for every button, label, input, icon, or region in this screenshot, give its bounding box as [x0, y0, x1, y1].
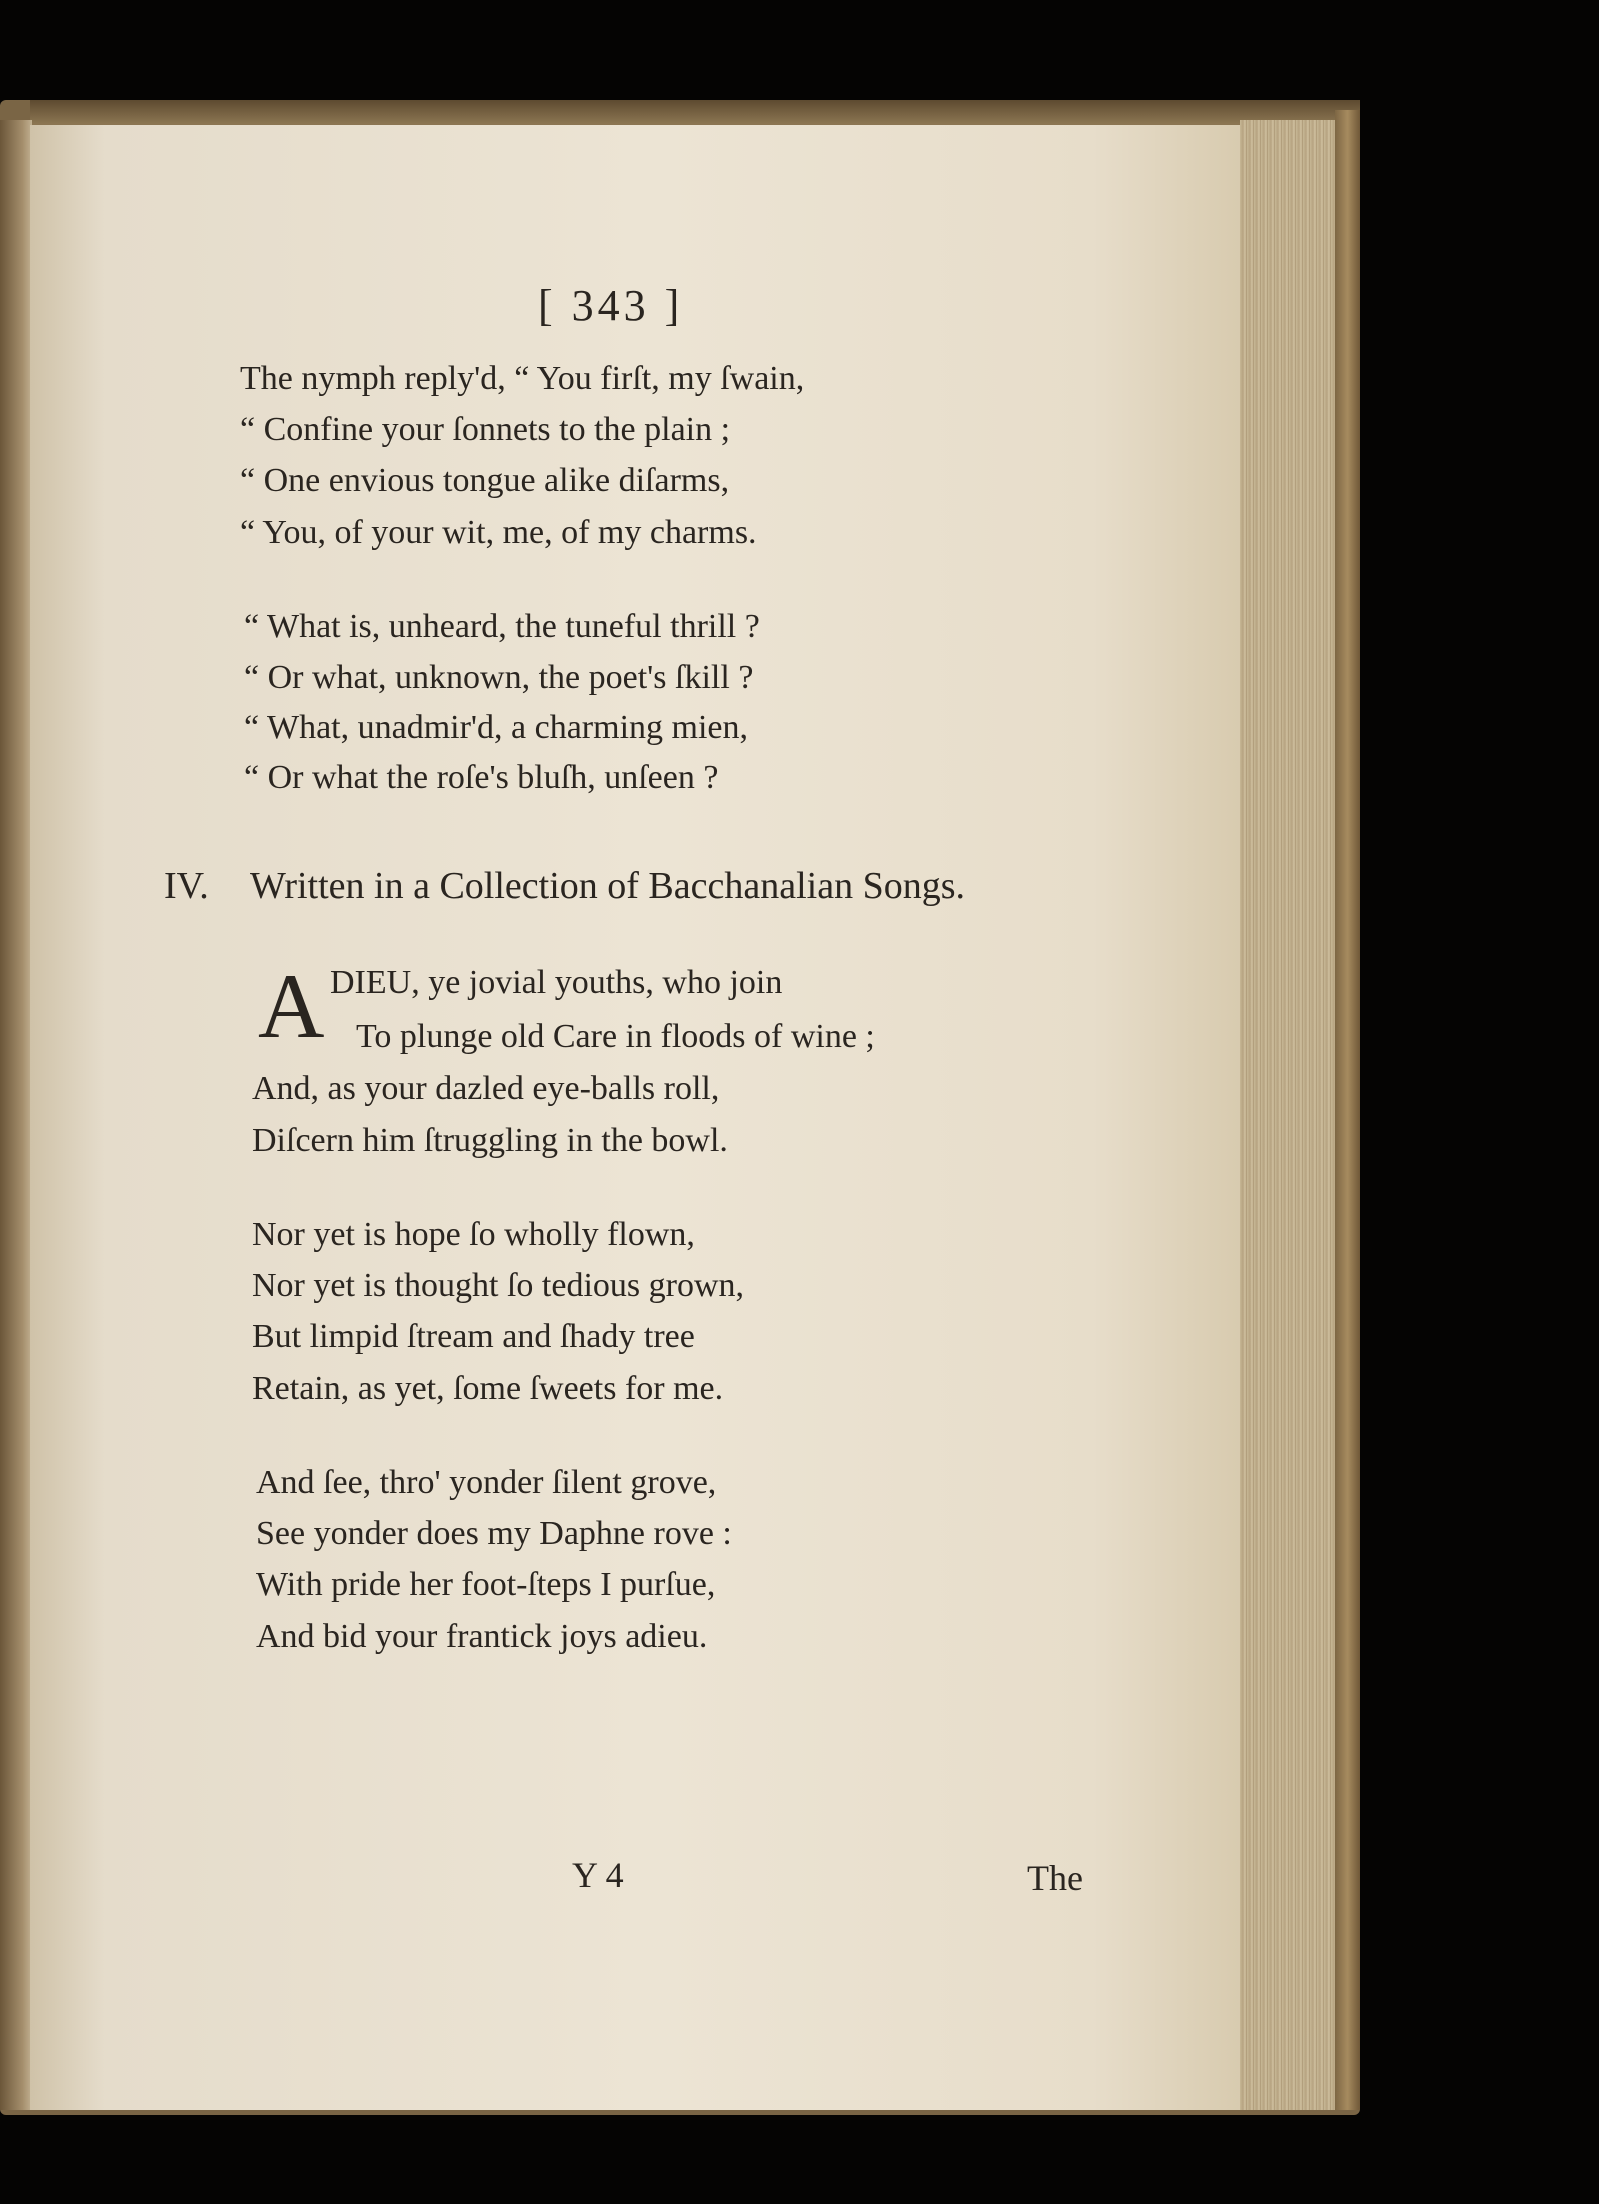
verse-line: And, as your dazled eye-balls roll, — [252, 1070, 720, 1107]
verse-line: “ Confine your ſonnets to the plain ; — [240, 411, 731, 448]
verse-line: See yonder does my Daphne rove : — [256, 1515, 732, 1552]
catchword: The — [1027, 1858, 1083, 1898]
verse-line: “ Or what the roſe's bluſh, unſeen ? — [244, 759, 719, 796]
verse-line: “ What is, unheard, the tuneful thrill ? — [244, 608, 760, 645]
verse-line: “ Or what, unknown, the poet's ſkill ? — [244, 659, 754, 696]
page-fore-edge — [1240, 120, 1335, 2110]
verse-line: Nor yet is thought ſo tedious grown, — [252, 1267, 745, 1304]
verse-line: To plunge old Care in floods of wine ; — [356, 1018, 875, 1055]
signature-mark: Y 4 — [572, 1855, 624, 1895]
verse-line: Retain, as yet, ſome ſweets for me. — [252, 1370, 724, 1407]
verse-line: The nymph reply'd, “ You firſt, my ſwain, — [240, 360, 805, 397]
verse-line: “ One envious tongue alike diſarms, — [240, 462, 730, 499]
verse-line: Nor yet is hope ſo wholly flown, — [252, 1216, 695, 1253]
verse-line: DIEU, ye jovial youths, who join — [330, 964, 783, 1001]
verse-line: And bid your frantick joys adieu. — [256, 1618, 708, 1655]
verse-line: “ What, unadmir'd, a charming mien, — [244, 709, 749, 746]
drop-cap: A — [258, 955, 325, 1057]
verse-line: Diſcern him ſtruggling in the bowl. — [252, 1122, 728, 1159]
section-heading: Written in a Collection of Bacchanalian Songs. — [250, 865, 966, 907]
left-gutter — [0, 120, 32, 2110]
verse-line: With pride her foot-ſteps I purſue, — [256, 1566, 716, 1603]
section-numeral: IV. — [164, 865, 209, 907]
verse-line: But limpid ſtream and ſhady tree — [252, 1318, 695, 1355]
cover-edge — [1335, 110, 1360, 2110]
verse-line: And ſee, thro' yonder ſilent grove, — [256, 1464, 717, 1501]
verse-line: “ You, of your wit, me, of my charms. — [240, 514, 757, 551]
page-number: [ 343 ] — [538, 281, 684, 330]
